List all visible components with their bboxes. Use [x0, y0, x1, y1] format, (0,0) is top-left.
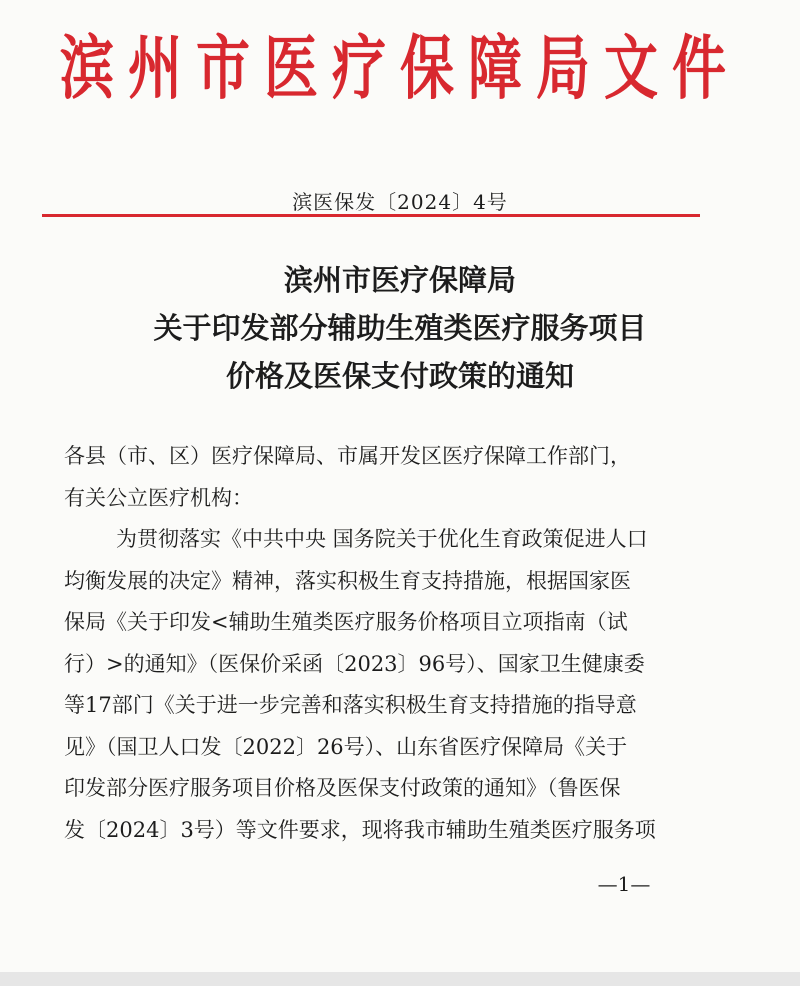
- page-number: —1—: [597, 872, 651, 896]
- body-line-paragraph: 均衡发展的决定》精神，落实积极生育支持措施，根据国家医: [64, 568, 631, 593]
- body-line-paragraph: 发〔2024〕3号）等文件要求，现将我市辅助生殖类医疗服务项: [64, 817, 656, 842]
- document-header-title: 滨州市医疗保障局文件: [60, 26, 740, 109]
- body-line-paragraph: 为贯彻落实《中共中央 国务院关于优化生育政策促进人口: [116, 527, 648, 551]
- notice-title-line: 关于印发部分辅助生殖类医疗服务项目: [153, 311, 647, 345]
- notice-title: [0, 256, 800, 400]
- document-number: 滨医保发〔2024〕4号: [292, 190, 508, 214]
- body-line-paragraph: 印发部分医疗服务项目价格及医保支付政策的通知》（鲁医保: [64, 776, 621, 800]
- body-line-paragraph: 见》（国卫人口发〔2022〕26号）、山东省医疗保障局《关于: [64, 734, 628, 759]
- body-line-addressee: 各县（市、区）医疗保障局、市属开发区医疗保障工作部门，: [64, 444, 631, 468]
- notice-title-line: 滨州市医疗保障局: [283, 263, 516, 297]
- notice-title-line: 价格及医保支付政策的通知: [225, 359, 574, 393]
- notice-body: [64, 436, 704, 851]
- body-line-paragraph: 等17部门《关于进一步完善和落实积极生育支持措施的指导意: [64, 693, 637, 717]
- red-divider-line: [42, 214, 700, 217]
- body-line-paragraph: 保局《关于印发<辅助生殖类医疗服务价格项目立项指南（试: [64, 610, 628, 634]
- body-line-paragraph: 行）>的通知》（医保价采函〔2023〕96号）、国家卫生健康委: [64, 651, 645, 676]
- scan-bottom-edge: [0, 972, 800, 986]
- body-line-addressee: 有关公立医疗机构：: [64, 485, 253, 510]
